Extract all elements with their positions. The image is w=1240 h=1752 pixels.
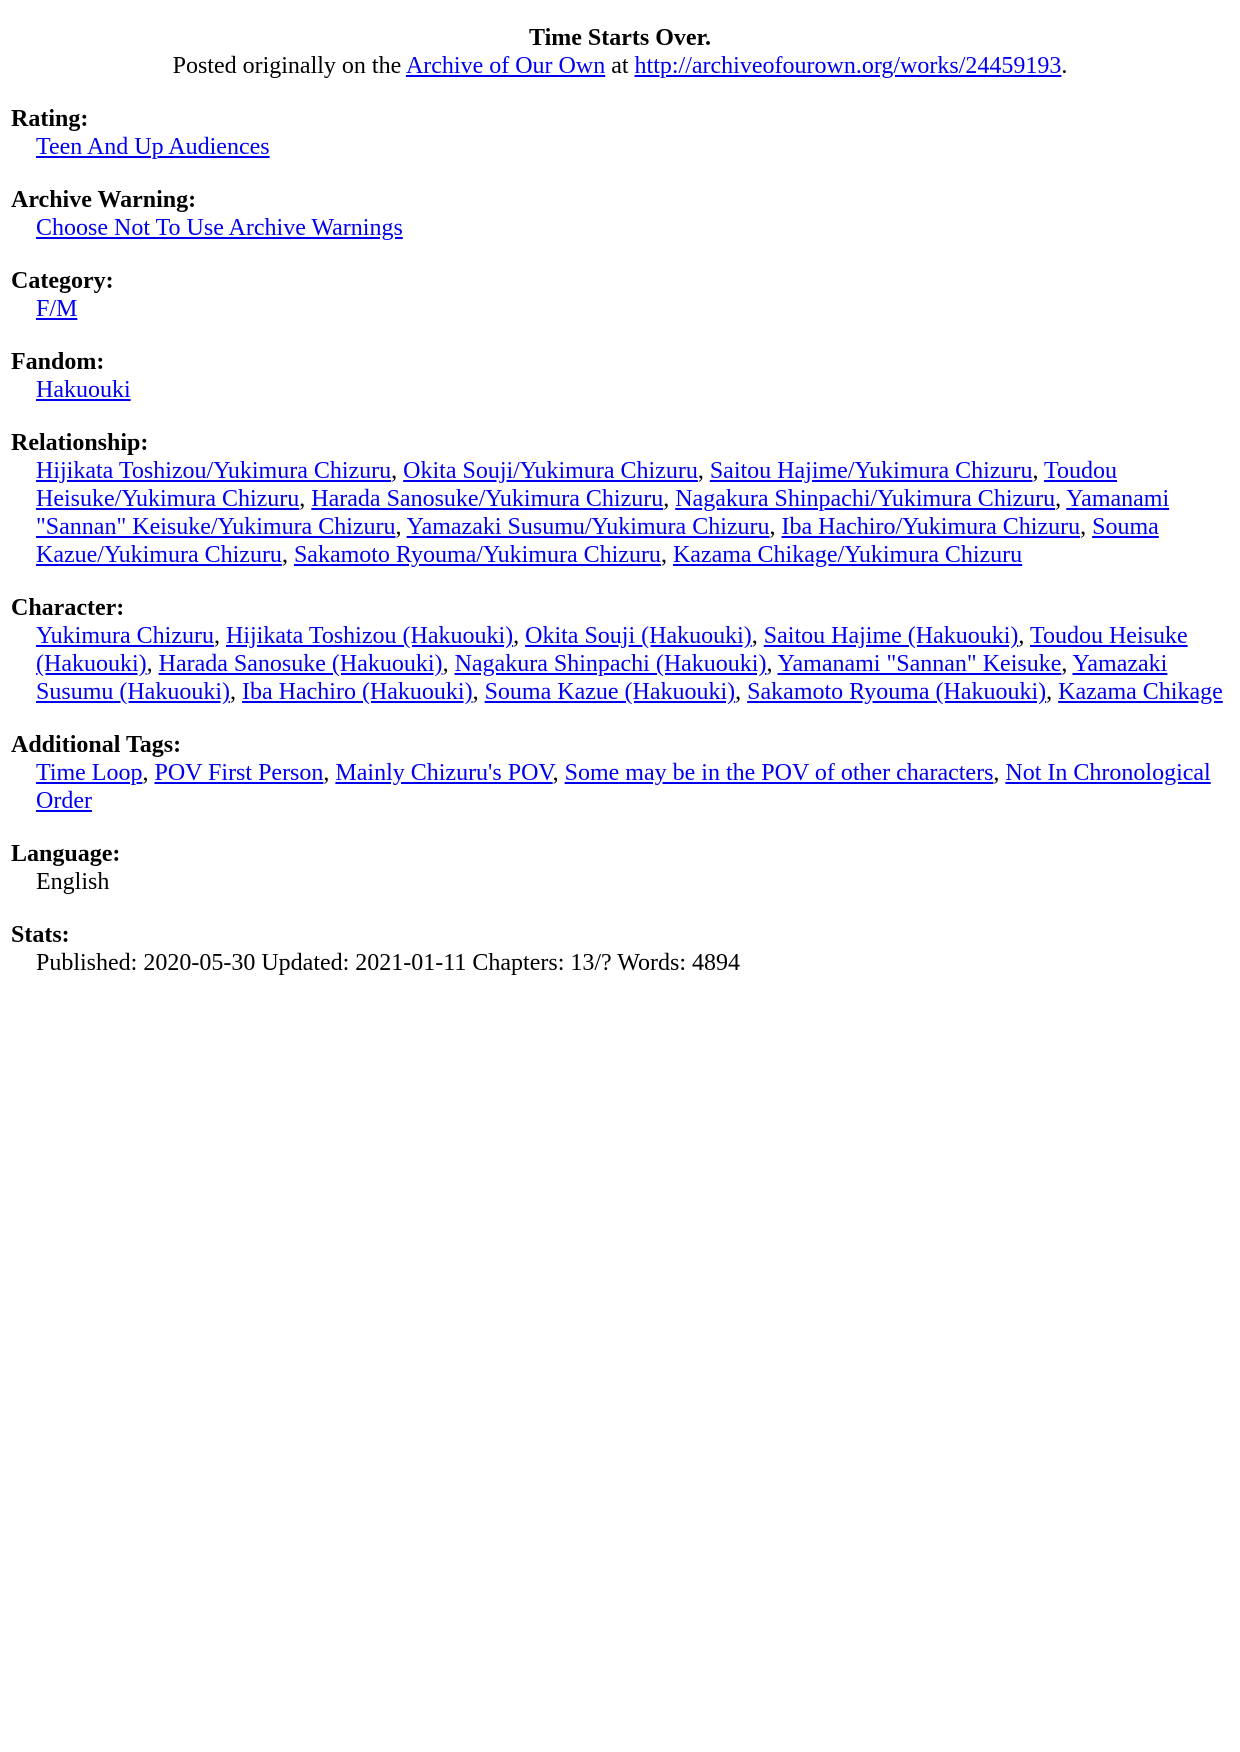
fandom-label: Fandom: bbox=[11, 349, 105, 375]
character-tag-link[interactable]: Iba Hachiro (Hakuouki) bbox=[242, 679, 473, 705]
character-tag-link[interactable]: Nagakura Shinpachi (Hakuouki) bbox=[454, 651, 767, 677]
relationship-tag-link[interactable]: Nagakura Shinpachi/Yukimura Chizuru bbox=[675, 486, 1056, 512]
relationship-tag-link[interactable]: Hijikata Toshizou/Yukimura Chizuru bbox=[36, 458, 392, 484]
character-tag-link[interactable]: Yamanami "Sannan" Keisuke bbox=[777, 651, 1062, 677]
character-value: Yukimura Chizuru, Hijikata Toshizou (Hakuouki), Okita Souji (Hakuouki), Saitou Hajime (Hakuouki), Toudou Heisuke (Hakuouki), Harada Sanosuke (Hakuouki), Nagakura Shinpachi (Hakuouki), Yamanami "Sannan" Keisuke, Yamazaki Susumu (Hakuouki), Iba Hachiro (Hakuouki), Souma Kazue (Hakuouki), Sakamoto Ryouma (Hakuouki), Kazama Chikage bbox=[36, 623, 1223, 705]
relationship-tag-link[interactable]: Okita Souji/Yukimura Chizuru bbox=[403, 458, 698, 484]
field-fandom bbox=[11, 348, 1233, 404]
field-additional-tags bbox=[11, 731, 1233, 815]
rating-label: Rating: bbox=[11, 106, 89, 132]
archive-warning-label: Archive Warning: bbox=[11, 187, 197, 213]
fandom-tag-link[interactable]: Hakuouki bbox=[36, 377, 131, 403]
character-tag-link[interactable]: Toudou Heisuke (Hakuouki) bbox=[36, 623, 1188, 677]
category-tag-link[interactable]: F/M bbox=[36, 296, 78, 322]
relationship-label: Relationship: bbox=[11, 430, 149, 456]
stats-value: Published: 2020-05-30 Updated: 2021-01-11 Chapters: 13/? Words: 4894 bbox=[36, 950, 740, 976]
character-label: Character: bbox=[11, 595, 125, 621]
relationship-tag-link[interactable]: Kazama Chikage/Yukimura Chizuru bbox=[672, 542, 1023, 568]
field-language bbox=[11, 840, 1233, 896]
character-tag-link[interactable]: Yamazaki Susumu (Hakuouki) bbox=[36, 651, 1168, 705]
archive-warning-value bbox=[11, 214, 1233, 242]
category-label: Category: bbox=[11, 268, 114, 294]
character-tag-link[interactable]: Okita Souji (Hakuouki) bbox=[525, 623, 752, 649]
rating-tag-link[interactable]: Teen And Up Audiences bbox=[36, 134, 270, 160]
field-relationship bbox=[11, 429, 1233, 569]
character-tag-link[interactable]: Sakamoto Ryouma (Hakuouki) bbox=[747, 679, 1047, 705]
additional-tags-label: Additional Tags: bbox=[11, 732, 182, 758]
relationship-tag-link[interactable]: Yamazaki Susumu/Yukimura Chizuru bbox=[406, 514, 770, 540]
character-tag-link[interactable]: Hijikata Toshizou (Hakuouki) bbox=[225, 623, 514, 649]
field-character bbox=[11, 594, 1233, 706]
relationship-value: Hijikata Toshizou/Yukimura Chizuru, Okita Souji/Yukimura Chizuru, Saitou Hajime/Yukimura Chizuru, Toudou Heisuke/Yukimura Chizuru, Harada Sanosuke/Yukimura Chizuru, Nagakura Shinpachi/Yukimura Chizuru, Yamanami "Sannan" Keisuke/Yukimura Chizuru, Yamazaki Susumu/Yukimura Chizuru, Iba Hachiro/Yukimura Chizuru, Souma Kazue/Yukimura Chizuru, Sakamoto Ryouma/Yukimura Chizuru, Kazama Chikage/Yukimura Chizuru bbox=[36, 458, 1170, 568]
character-tag-link[interactable]: Harada Sanosuke (Hakuouki) bbox=[158, 651, 443, 677]
relationship-tag-link[interactable]: Yamanami "Sannan" Keisuke/Yukimura Chizuru bbox=[36, 486, 1170, 540]
posted-middle: at bbox=[611, 53, 629, 79]
relationship-tag-link[interactable]: Harada Sanosuke/Yukimura Chizuru bbox=[311, 486, 664, 512]
field-rating bbox=[11, 105, 1233, 161]
relationship-tag-link[interactable]: Souma Kazue/Yukimura Chizuru bbox=[36, 514, 1159, 568]
relationship-tag-link[interactable]: Iba Hachiro/Yukimura Chizuru bbox=[781, 514, 1081, 540]
additional-tags-tag-link[interactable]: Mainly Chizuru's POV bbox=[335, 760, 553, 786]
posted-suffix: . bbox=[1061, 53, 1068, 79]
field-stats bbox=[11, 921, 1233, 977]
work-header bbox=[0, 24, 1240, 80]
character-tag-link[interactable]: Kazama Chikage bbox=[1058, 679, 1223, 705]
posted-originally-line bbox=[0, 52, 1240, 80]
work-metadata bbox=[11, 105, 1233, 1002]
category-value bbox=[11, 295, 1233, 323]
field-archive-warning bbox=[11, 186, 1233, 242]
relationship-tag-link[interactable]: Saitou Hajime/Yukimura Chizuru bbox=[709, 458, 1033, 484]
additional-tags-tag-link[interactable]: Some may be in the POV of other characters bbox=[564, 760, 994, 786]
additional-tags-tag-link[interactable]: Time Loop bbox=[36, 760, 143, 786]
language-label: Language: bbox=[11, 841, 121, 867]
relationship-tag-link[interactable]: Sakamoto Ryouma/Yukimura Chizuru bbox=[293, 542, 661, 568]
rating-value bbox=[11, 133, 1233, 161]
posted-prefix: Posted originally on the bbox=[172, 53, 402, 79]
stats-label: Stats: bbox=[11, 922, 70, 948]
work-url-link[interactable]: http://archiveofourown.org/works/24459193 bbox=[634, 53, 1062, 79]
additional-tags-value: Time Loop, POV First Person, Mainly Chizuru's POV, Some may be in the POV of other characters, Not In Chronological Order bbox=[36, 760, 1211, 814]
archive-warning-tag-link[interactable]: Choose Not To Use Archive Warnings bbox=[36, 215, 403, 241]
language-value: English bbox=[36, 869, 110, 895]
relationship-tag-link[interactable]: Toudou Heisuke/Yukimura Chizuru bbox=[36, 458, 1118, 512]
additional-tags-tag-link[interactable]: POV First Person bbox=[154, 760, 324, 786]
fandom-value bbox=[11, 376, 1233, 404]
field-category bbox=[11, 267, 1233, 323]
character-tag-link[interactable]: Yukimura Chizuru bbox=[36, 623, 214, 649]
additional-tags-tag-link[interactable]: Not In Chronological Order bbox=[36, 760, 1211, 814]
archive-of-our-own-link[interactable]: Archive of Our Own bbox=[405, 53, 606, 79]
work-title: Time Starts Over. bbox=[529, 25, 711, 51]
character-tag-link[interactable]: Saitou Hajime (Hakuouki) bbox=[763, 623, 1019, 649]
character-tag-link[interactable]: Souma Kazue (Hakuouki) bbox=[484, 679, 736, 705]
